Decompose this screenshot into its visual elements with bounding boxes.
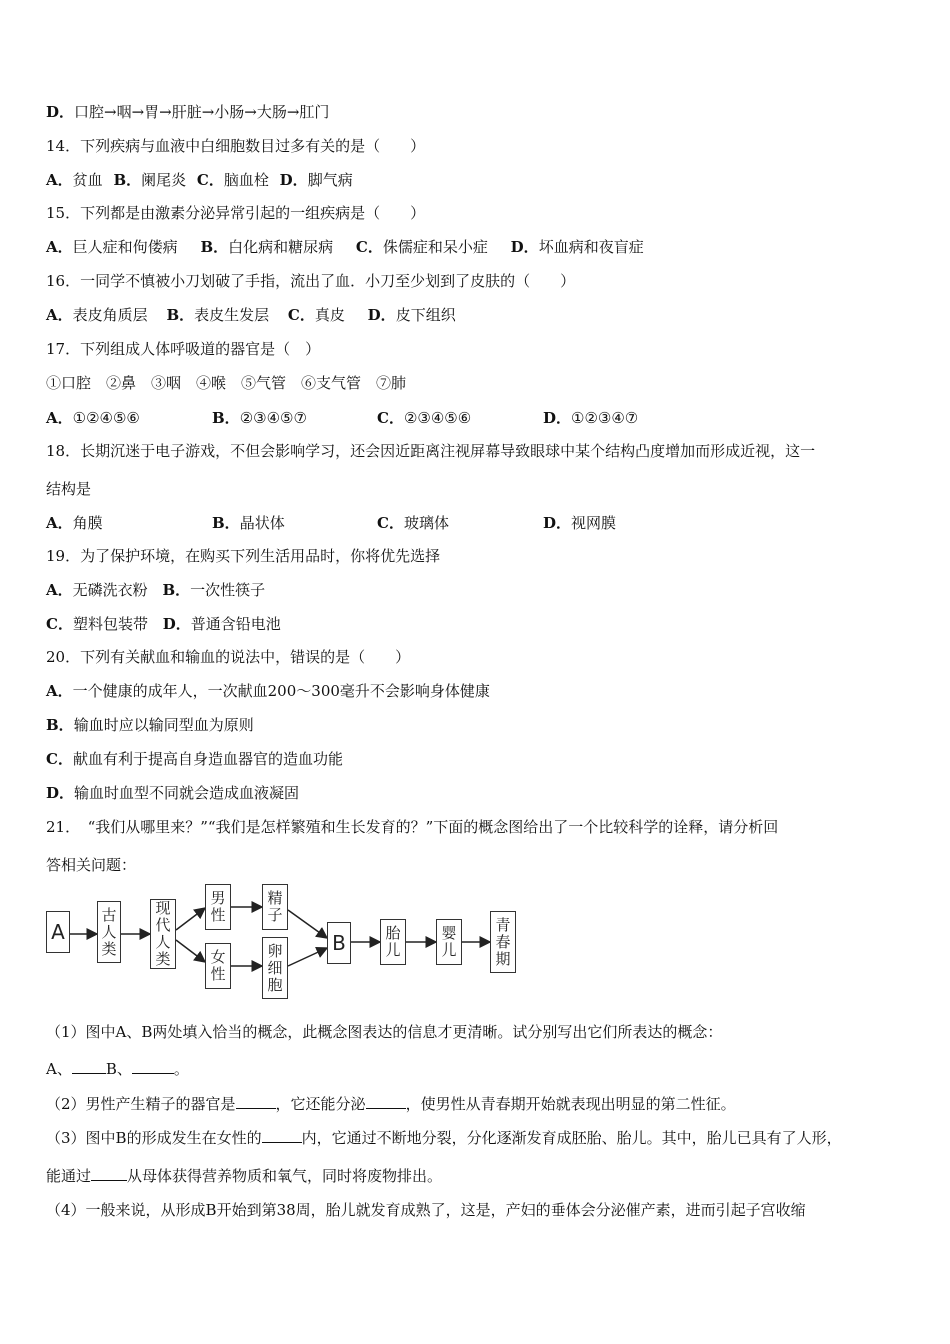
subq-text: （2）男性产生精子的器官是	[46, 1095, 236, 1113]
q21-stem-line2: 答相关问题：	[46, 856, 137, 874]
node-char: 期	[495, 949, 511, 968]
node-char: 儿	[385, 941, 401, 959]
option-label: A．	[46, 581, 73, 599]
option-text: ②③④⑤⑦	[239, 409, 307, 427]
option-text: 巨人症和佝偻病	[72, 238, 178, 256]
option-label: C．	[377, 514, 404, 532]
subq-2	[46, 1094, 736, 1114]
option-label: C．	[196, 171, 224, 189]
node-char: 人	[155, 933, 171, 951]
node-char: 胞	[267, 975, 283, 994]
option-label: B．	[212, 409, 240, 427]
arrow-xian-to-female	[176, 940, 205, 962]
option-text: 塑料包装带	[72, 615, 148, 633]
option-label: B．	[113, 171, 142, 189]
q17-stem: 17．下列组成人体呼吸道的器官是（ ）	[46, 340, 321, 358]
subq-3-line2	[46, 1166, 442, 1186]
option-text: 普通含铅电池	[190, 615, 281, 633]
q20-option-c	[46, 749, 343, 769]
option-text: 阑尾炎	[141, 171, 187, 189]
option-label: D．	[543, 409, 572, 427]
arrow-sperm-to-b	[288, 910, 327, 938]
node-char: 子	[267, 906, 283, 924]
node-char: 春	[495, 932, 511, 951]
option-label: D．	[367, 306, 396, 324]
option-text: 无磷洗衣粉	[72, 581, 148, 599]
q13-option-d	[46, 102, 329, 122]
node-b: B	[327, 922, 351, 964]
q19-options-cd	[46, 614, 281, 634]
option-label: B．	[200, 238, 229, 256]
subq-1-line2	[46, 1059, 189, 1079]
q17-option-d	[543, 407, 638, 428]
q18-option-d	[543, 512, 616, 533]
q17-option-a	[46, 407, 140, 428]
node-char: 类	[101, 939, 117, 958]
subq-3-line1	[46, 1128, 842, 1148]
option-text: 贫血	[72, 171, 103, 189]
subq-text: ，它还能分泌	[275, 1095, 366, 1113]
option-text: 脚气病	[307, 171, 353, 189]
option-label: D．	[279, 171, 308, 189]
node-male	[205, 884, 231, 930]
option-text: 献血有利于提高自身造血器官的造血功能	[72, 750, 343, 768]
answer-blank-b[interactable]	[132, 1059, 174, 1074]
option-text: ①②④⑤⑥	[72, 409, 140, 427]
option-label: C．	[287, 306, 315, 324]
option-text: 一次性筷子	[190, 581, 266, 599]
option-label: C．	[377, 409, 404, 427]
q15-stem: 15．下列都是由激素分泌异常引起的一组疾病是（ ）	[46, 204, 426, 222]
answer-blank-structure[interactable]	[91, 1166, 127, 1181]
q18-option-b	[212, 512, 285, 533]
option-text: 侏儒症和呆小症	[382, 238, 488, 256]
option-text: 坏血病和夜盲症	[538, 238, 644, 256]
q19-stem: 19．为了保护环境，在购买下列生活用品时，你将优先选择	[46, 547, 441, 565]
option-text: 白化病和糖尿病	[228, 238, 334, 256]
node-ancient-human	[97, 901, 121, 963]
option-text: 玻璃体	[403, 514, 449, 532]
subq-text: 。	[173, 1060, 189, 1078]
option-label: A．	[46, 409, 73, 427]
q14-options	[46, 170, 353, 190]
option-label: C．	[46, 615, 73, 633]
q16-options	[46, 305, 456, 325]
node-char: 性	[210, 965, 226, 983]
q20-option-a	[46, 681, 490, 701]
q20-option-d	[46, 783, 299, 803]
node-char: 女	[210, 948, 226, 966]
node-egg	[262, 937, 288, 999]
node-char: 人	[101, 922, 117, 941]
q18-option-c	[377, 512, 449, 533]
option-label: C．	[46, 750, 73, 768]
q17-option-b	[212, 407, 307, 428]
answer-blank-hormone[interactable]	[366, 1094, 406, 1109]
option-label: B．	[162, 581, 191, 599]
node-char: 胎	[385, 924, 401, 942]
subq-text: B、	[105, 1060, 132, 1078]
node-char: 男	[210, 889, 226, 907]
option-label: A．	[46, 514, 73, 532]
node-char: 类	[155, 950, 171, 968]
option-label: D．	[543, 514, 572, 532]
option-label: A．	[46, 238, 73, 256]
q20-option-b	[46, 715, 254, 735]
q14-stem: 14．下列疾病与血液中白细胞数目过多有关的是（ ）	[46, 137, 426, 155]
arrow-egg-to-b	[288, 948, 327, 966]
option-text: 表皮角质层	[72, 306, 148, 324]
node-char: 代	[155, 916, 171, 934]
node-char: 性	[210, 906, 226, 924]
option-label: D．	[46, 103, 75, 121]
option-text: 角膜	[72, 514, 103, 532]
option-text: 晶状体	[239, 514, 285, 532]
option-text: 一个健康的成年人，一次献血200～300毫升不会影响身体健康	[72, 682, 490, 700]
option-label: B．	[212, 514, 240, 532]
option-label: B．	[46, 716, 74, 734]
subq-text: （3）图中B的形成发生在女性的	[46, 1129, 262, 1147]
q18-stem-line1: 18．长期沉迷于电子游戏，不但会影响学习，还会因近距离注视屏幕导致眼球中某个结构凸度增加而形成近视，这一	[46, 442, 816, 460]
subq-1-line1: （1）图中A、B两处填入恰当的概念，此概念图表达的信息才更清晰。试分别写出它们所表达的概念：	[46, 1023, 723, 1041]
option-label: B．	[166, 306, 195, 324]
q18-stem-line2: 结构是	[46, 480, 92, 498]
option-text: ①②③④⑦	[571, 409, 639, 427]
node-char: 古	[101, 905, 117, 924]
option-text: 表皮生发层	[194, 306, 270, 324]
answer-blank-a[interactable]	[72, 1059, 106, 1074]
node-char: 细	[267, 958, 283, 977]
q15-options	[46, 237, 644, 257]
subq-text: ，使男性从青春期开始就表现出明显的第二性征。	[405, 1095, 736, 1113]
option-label: D．	[162, 615, 191, 633]
node-fetus	[380, 919, 406, 965]
q21-stem-line1: 21． “我们从哪里来？”“我们是怎样繁殖和生长发育的？”下面的概念图给出了一个比较科学的诠释，请分析回	[46, 818, 779, 836]
node-infant	[436, 919, 462, 965]
option-text: 皮下组织	[395, 306, 456, 324]
node-char: 卵	[267, 941, 283, 960]
node-female	[205, 943, 231, 989]
subq-text: 内，它通过不断地分裂，分化逐渐发育成胚胎、胎儿。其中，胎儿已具有了人形，	[301, 1129, 842, 1147]
option-text: 输血时应以输同型血为原则	[73, 716, 254, 734]
option-text: 真皮	[314, 306, 345, 324]
answer-blank-organ[interactable]	[236, 1094, 276, 1109]
q16-stem: 16．一同学不慎被小刀划破了手指，流出了血．小刀至少划到了皮肤的（ ）	[46, 272, 576, 290]
arrow-xian-to-male	[176, 908, 205, 930]
option-text: ②③④⑤⑥	[403, 409, 472, 427]
node-char: 精	[267, 889, 283, 907]
option-label: A．	[46, 682, 73, 700]
subq-4: （4）一般来说，从形成B开始到第38周，胎儿就发育成熟了，这是，产妇的垂体会分泌催产素，进而引起子宫收缩	[46, 1201, 806, 1219]
option-label: A．	[46, 306, 73, 324]
node-char: 青	[495, 915, 511, 934]
q20-stem: 20．下列有关献血和输血的说法中，错误的是（ ）	[46, 648, 411, 666]
q17-option-c	[377, 407, 471, 428]
option-text: 输血时血型不同就会造成血液凝固	[74, 784, 300, 802]
option-text: 视网膜	[571, 514, 617, 532]
node-char: 现	[155, 899, 171, 917]
answer-blank-location[interactable]	[262, 1128, 302, 1143]
option-label: C．	[355, 238, 383, 256]
option-label: A．	[46, 171, 73, 189]
subq-text: 能通过	[46, 1167, 92, 1185]
q18-option-a	[46, 512, 103, 533]
subq-text: 从母体获得营养物质和氧气，同时将废物排出。	[127, 1167, 443, 1185]
node-puberty	[490, 911, 516, 973]
option-label: D．	[510, 238, 539, 256]
node-modern-human	[150, 899, 176, 969]
subq-text: A、	[46, 1060, 72, 1078]
q19-options-ab	[46, 580, 265, 600]
option-text: 脑血栓	[223, 171, 269, 189]
option-label: D．	[46, 784, 75, 802]
node-char: 儿	[441, 941, 457, 959]
q17-items: ①口腔 ②鼻 ③咽 ④喉 ⑤气管 ⑥支气管 ⑦肺	[46, 374, 407, 392]
node-sperm	[262, 884, 288, 930]
node-a: A	[46, 911, 70, 953]
option-text: 口腔→咽→胃→肝脏→小肠→大肠→肛门	[74, 103, 330, 121]
node-char: 婴	[441, 924, 457, 942]
